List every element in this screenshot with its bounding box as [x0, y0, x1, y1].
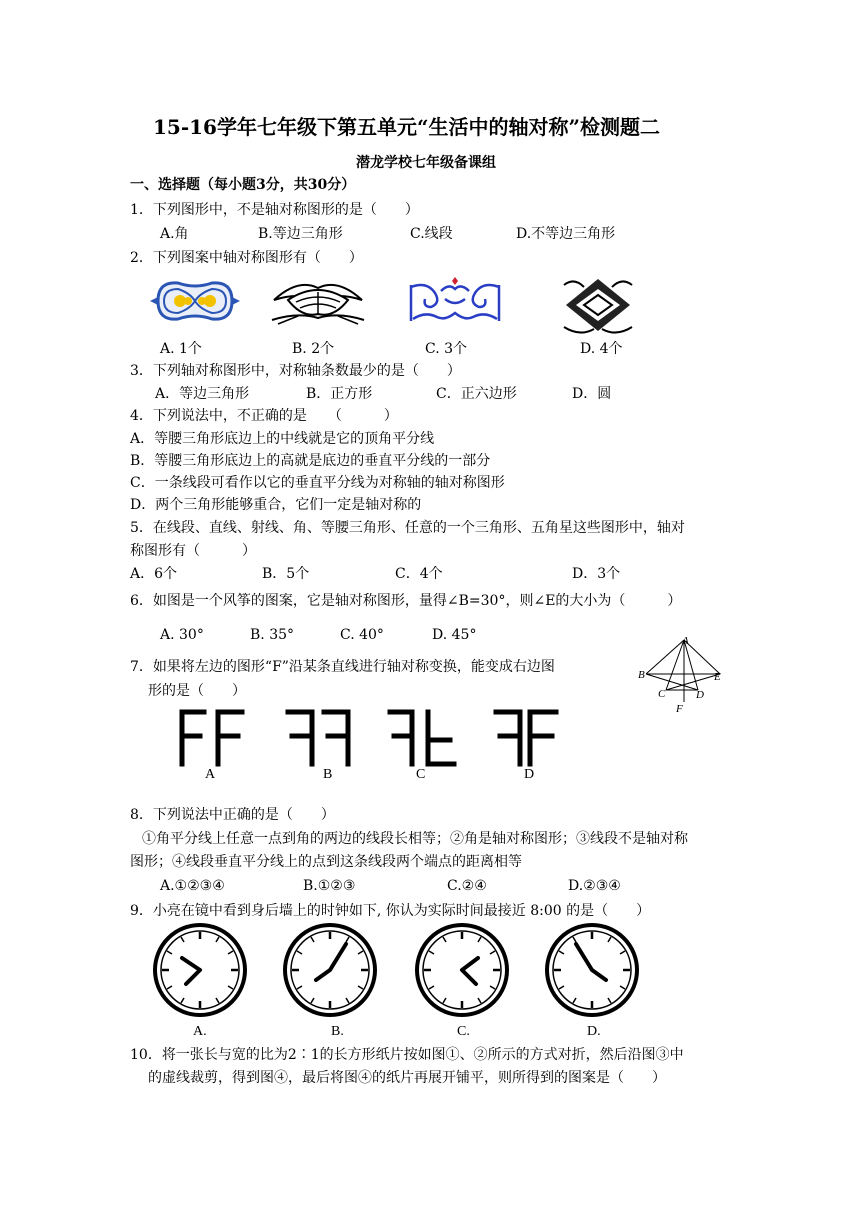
point-label-d: D — [696, 689, 704, 701]
q3-option-a: A．等边三角形 — [155, 386, 250, 402]
subtitle: 潜龙学校七年级备课组 — [356, 155, 496, 171]
section-heading: 一、选择题（每小题3分，共30分） — [130, 177, 356, 193]
q6-option-a: A. 30° — [160, 627, 204, 643]
q8-stem: 8．下列说法中正确的是（ ） — [130, 807, 335, 823]
q6-stem: 6．如图是一个风筝的图案，它是轴对称图形，量得∠B=30°，则∠E的大小为（ ） — [130, 593, 682, 609]
q3-stem: 3．下列轴对称图形中，对称轴条数最少的是（ ） — [130, 363, 461, 379]
page-title: 15-16学年七年级下第五单元“生活中的轴对称”检测题二 — [153, 115, 660, 139]
q4-option-b: B．等腰三角形底边上的高就是底边的垂直平分线的一部分 — [130, 453, 491, 469]
q8-option-b: B.①②③ — [303, 878, 356, 894]
q8-option-c: C.②④ — [447, 878, 487, 894]
q7-stem-line-2: 形的是（ ） — [148, 683, 246, 699]
q1-option-a: A.角 — [160, 226, 189, 242]
q1-option-c: C.线段 — [410, 226, 453, 242]
q9-label-d: D. — [587, 1024, 601, 1039]
q1-option-b: B.等边三角形 — [258, 226, 343, 242]
q3-option-c: C．正六边形 — [436, 386, 517, 402]
q9-label-b: B. — [331, 1024, 344, 1039]
q7-stem-line-1: 7．如果将左边的图形“F”沿某条直线进行轴对称变换，能变成右边图 — [130, 659, 555, 675]
point-label-f: F — [676, 703, 683, 715]
q2-option-a: A. 1个 — [160, 341, 202, 357]
q2-option-d: D. 4个 — [580, 341, 623, 357]
q7-f-shapes — [172, 704, 562, 770]
q6-option-b: B. 35° — [250, 627, 295, 643]
q4-stem: 4．下列说法中，不正确的是 （ ） — [130, 408, 398, 424]
q5-option-d: D．3个 — [572, 566, 621, 582]
q8-option-d: D.②③④ — [568, 878, 621, 894]
q4-option-a: A．等腰三角形底边上的中线就是它的顶角平分线 — [130, 431, 435, 447]
q9-label-c: C. — [457, 1024, 470, 1039]
q2-stem: 2．下列图案中轴对称图形有（ ） — [130, 250, 363, 266]
clock-a — [155, 925, 245, 1015]
q1-stem: 1．下列图形中，不是轴对称图形的是（ ） — [130, 202, 419, 218]
q9-clocks — [150, 920, 640, 1024]
q3-option-d: D．圆 — [572, 386, 612, 402]
q5-option-b: B．5个 — [262, 566, 310, 582]
q7-label-d: D — [524, 767, 535, 782]
q2-pattern-4 — [560, 275, 636, 337]
point-label-c: C — [658, 688, 666, 700]
q2-pattern-3 — [405, 277, 505, 327]
q10-stem-line-2: 的虚线裁剪，得到图④，最后将图④的纸片再展开铺平，则所得到的图案是（ ） — [148, 1070, 666, 1086]
q7-label-b: B — [323, 767, 333, 782]
kite-figure — [636, 634, 726, 716]
q7-label-c: C — [416, 767, 426, 782]
q8-statement-line-1: ①角平分线上任意一点到角的两边的线段长相等；②角是轴对称图形；③线段不是轴对称 — [142, 831, 688, 847]
point-label-b: B — [638, 669, 645, 681]
q9-label-a: A. — [193, 1024, 207, 1039]
q10-stem-line-1: 10．将一张长与宽的比为2∶1的长方形纸片按如图①、②所示的方式对折，然后沿图③中 — [130, 1047, 684, 1063]
clock-b — [285, 925, 375, 1015]
q1-option-d: D.不等边三角形 — [516, 226, 616, 242]
q5-option-c: C．4个 — [395, 566, 443, 582]
q2-pattern-1 — [150, 275, 240, 327]
q9-stem: 9．小亮在镜中看到身后墙上的时钟如下, 你认为实际时间最接近 8:00 的是（ ） — [130, 903, 651, 919]
q7-label-a: A — [205, 767, 216, 782]
q4-option-c: C．一条线段可看作以它的垂直平分线为对称轴的轴对称图形 — [130, 475, 505, 491]
q6-option-c: C. 40° — [340, 627, 384, 643]
clock-d — [547, 925, 637, 1015]
q5-stem-line-1: 5．在线段、直线、射线、角、等腰三角形、任意的一个三角形、五角星这些图形中，轴对 — [130, 520, 685, 536]
q3-option-b: B．正方形 — [306, 386, 373, 402]
q5-option-a: A．6个 — [130, 566, 178, 582]
q6-option-d: D. 45° — [432, 627, 477, 643]
q8-statement-line-2: 图形；④线段垂直平分线上的点到这条线段两个端点的距离相等 — [130, 854, 522, 870]
clock-c — [417, 925, 507, 1015]
q4-option-d: D．两个三角形能够重合，它们一定是轴对称的 — [130, 497, 422, 513]
point-label-e: E — [714, 671, 721, 683]
q2-pattern-2 — [268, 270, 368, 328]
q8-option-a: A.①②③④ — [160, 878, 225, 894]
q5-stem-line-2: 称图形有（ ） — [130, 543, 256, 559]
q2-option-c: C. 3个 — [425, 341, 468, 357]
q2-option-b: B. 2个 — [292, 341, 335, 357]
point-label-a: A — [682, 635, 689, 647]
